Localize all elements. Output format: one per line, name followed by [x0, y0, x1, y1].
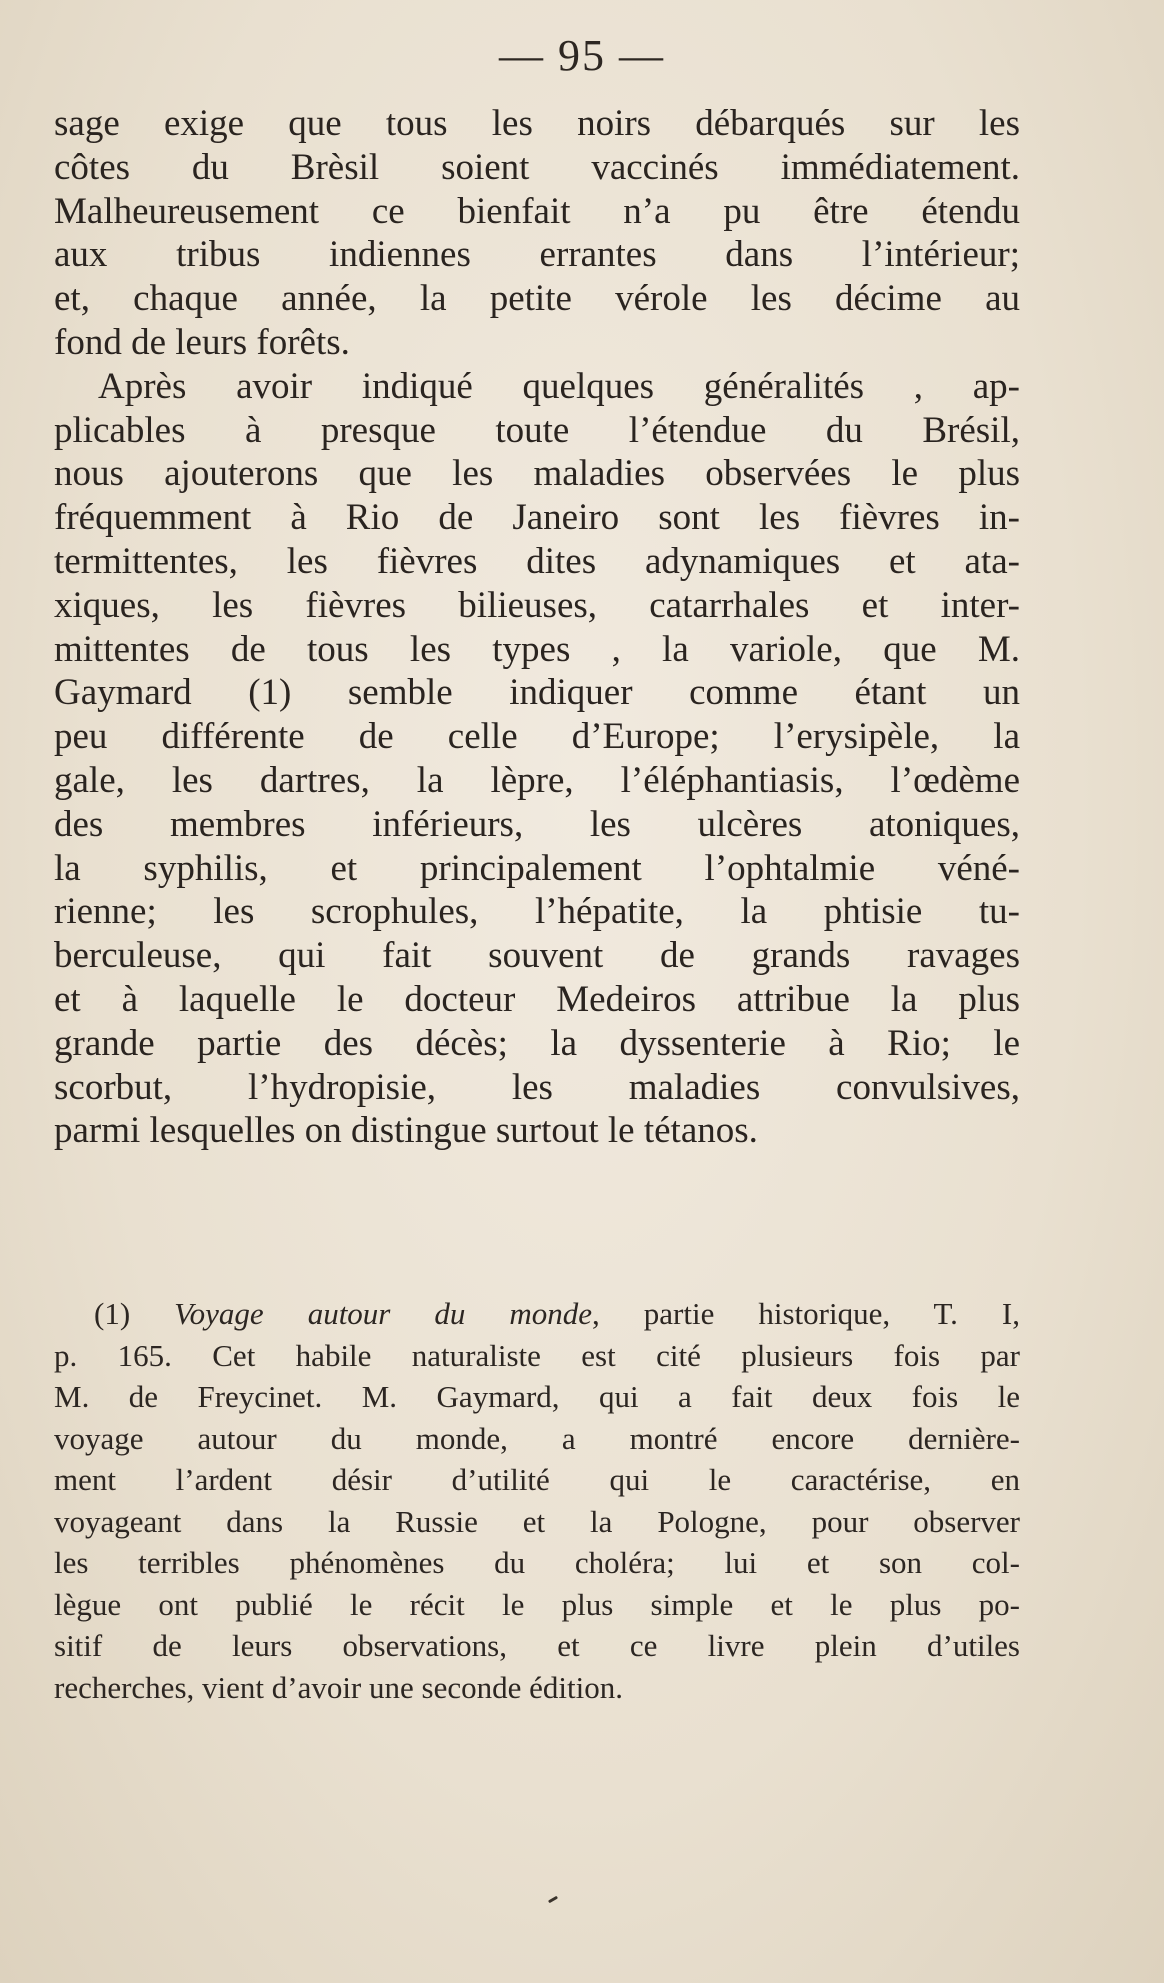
text-line: fréquemment à Rio de Janeiro sont les fièvres in-: [54, 497, 1020, 539]
text-line: des membres inférieurs, les ulcères atoniques,: [54, 803, 1020, 845]
page-number: — 95 —: [499, 31, 665, 80]
footnote-first-line-text: , partie historique, T. I,: [592, 1296, 1021, 1331]
ink-speck: [548, 1896, 558, 1904]
text-line: termittentes, les fièvres dites adynamiques et ata-: [54, 540, 1020, 582]
text-line: et à laquelle le docteur Medeiros attribue la plus: [54, 978, 1020, 1020]
footnote-line: sitif de leurs observations, et ce livre plein d’utiles: [54, 1628, 1020, 1663]
footnote-marker: (1): [94, 1296, 131, 1331]
text-line: berculeuse, qui fait souvent de grands ravages: [54, 935, 1020, 977]
text-line: xiques, les fièvres bilieuses, catarrhales et inter-: [54, 584, 1020, 626]
text-line: plicables à presque toute l’étendue du Brésil,: [54, 409, 1020, 451]
text-line: scorbut, l’hydropisie, les maladies convulsives,: [54, 1066, 1020, 1108]
text-line: peu différente de celle d’Europe; l’erysipèle, la: [54, 716, 1020, 758]
text-line: Après avoir indiqué quelques généralités , ap-: [98, 365, 1020, 407]
text-line: et, chaque année, la petite vérole les décime au: [54, 278, 1020, 320]
footnote-book-title: Voyage autour du monde: [174, 1296, 593, 1331]
text-line: la syphilis, et principalement l’ophtalmie véné-: [54, 847, 1020, 889]
footnote-line: lègue ont publié le récit le plus simple et le plus po-: [54, 1586, 1020, 1622]
footnote-first-line: [54, 1293, 1020, 1335]
main-body-text: [54, 102, 1020, 1153]
text-line: grande partie des décès; la dyssenterie à Rio; le: [54, 1022, 1020, 1064]
text-line: rienne; les scrophules, l’hépatite, la phtisie tu-: [54, 891, 1020, 933]
text-line: Malheureusement ce bienfait n’a pu être étendu: [54, 190, 1020, 232]
text-line: côtes du Brèsil soient vaccinés immédiatement.: [54, 146, 1020, 188]
footnote-line: p. 165. Cet habile naturaliste est cité plusieurs fois par: [54, 1337, 1020, 1373]
footnote-line: voyageant dans la Russie et la Pologne, pour observer: [54, 1503, 1020, 1539]
footnote-line: recherches, vient d’avoir une seconde édition.: [54, 1669, 623, 1705]
text-line: sage exige que tous les noirs débarqués sur les: [54, 103, 1020, 144]
footnote-line: ment l’ardent désir d’utilité qui le caractérise, en: [54, 1462, 1020, 1497]
footnote-line: M. de Freycinet. M. Gaymard, qui a fait deux fois le: [54, 1379, 1020, 1414]
text-line: fond de leurs forêts.: [54, 321, 350, 363]
footnote-line: les terribles phénomènes du choléra; lui et son col-: [54, 1545, 1020, 1580]
footnote: [54, 1293, 1020, 1708]
footnote-line: voyage autour du monde, a montré encore dernière-: [54, 1420, 1020, 1456]
text-line: mittentes de tous les types , la variole, que M.: [54, 628, 1020, 670]
text-line: gale, les dartres, la lèpre, l’éléphantiasis, l’œdème: [54, 759, 1020, 801]
text-line: parmi lesquelles on distingue surtout le tétanos.: [54, 1110, 758, 1152]
text-line: aux tribus indiennes errantes dans l’intérieur;: [54, 234, 1020, 276]
text-line: Gaymard (1) semble indiquer comme étant un: [54, 672, 1020, 714]
text-line: nous ajouterons que les maladies observées le plus: [54, 453, 1020, 495]
